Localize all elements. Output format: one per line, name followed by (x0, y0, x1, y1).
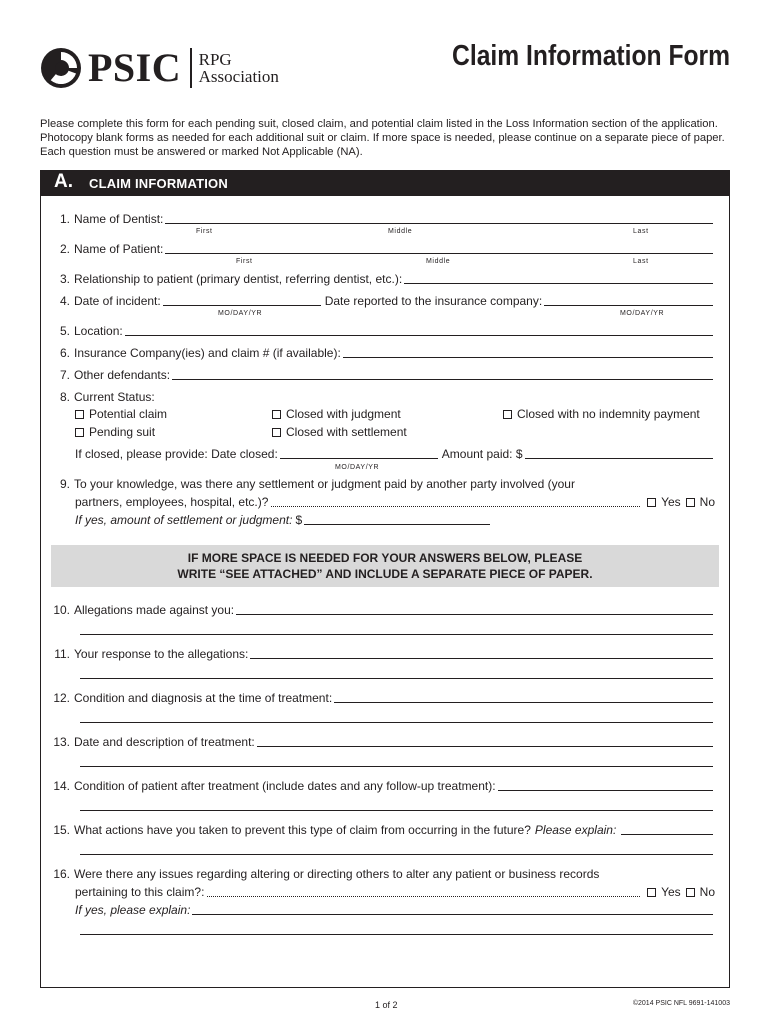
checkbox-icon[interactable] (503, 410, 512, 419)
patient-condition-field-line-2[interactable] (78, 798, 713, 814)
checkbox-icon[interactable] (75, 428, 84, 437)
section-title: CLAIM INFORMATION (89, 176, 228, 191)
treatment-description-field-line-2[interactable] (78, 754, 713, 770)
question-16-if-yes: If yes, please explain: (75, 902, 713, 918)
sublabel-first: First (236, 258, 253, 265)
dentist-name-field[interactable] (165, 212, 713, 224)
question-12: 12. Condition and diagnosis at the time of treatment: (48, 690, 713, 706)
condition-diagnosis-field-line-2[interactable] (78, 710, 713, 726)
question-16: 16. Were there any issues regarding altering or directing others to alter any patient or business records (53, 867, 600, 881)
checkbox-closed-no-indemnity[interactable]: Closed with no indemnity payment (503, 406, 700, 422)
logo-subtitle: RPG Association (198, 50, 279, 86)
sublabel-date: MO/DAY/YR (218, 310, 263, 317)
allegations-field-line-2[interactable] (78, 622, 713, 638)
logo-divider (190, 48, 192, 88)
patient-name-field[interactable] (165, 242, 713, 254)
insurance-company-field[interactable] (343, 346, 713, 358)
question-10: 10. Allegations made against you: (48, 602, 713, 618)
form-code: ©2014 PSIC NFL 9691-141003 (632, 1000, 730, 1007)
response-field[interactable] (250, 647, 713, 659)
question-16-line-2: pertaining to this claim?: Yes No (75, 885, 715, 899)
leader-dots (271, 495, 640, 507)
form-title: Claim Information Form (451, 40, 730, 72)
checkbox-pending-suit[interactable]: Pending suit (75, 424, 155, 440)
prevention-field-line-2[interactable] (78, 842, 713, 858)
question-14: 14. Condition of patient after treatment (include dates and any follow-up treatment): (48, 778, 713, 794)
closed-details-row: If closed, please provide: Date closed: Amount paid: $ (75, 446, 713, 462)
question-13: 13. Date and description of treatment: (48, 734, 713, 750)
checkbox-potential-claim[interactable]: Potential claim (75, 406, 167, 422)
checkbox-icon[interactable] (647, 498, 656, 507)
yes-checkbox[interactable]: Yes (644, 494, 681, 510)
psic-swirl-logo-icon (40, 47, 82, 89)
no-checkbox[interactable]: No (683, 884, 715, 900)
sublabel-last: Last (633, 258, 649, 265)
checkbox-icon[interactable] (686, 888, 695, 897)
checkbox-closed-settlement[interactable]: Closed with settlement (272, 424, 407, 440)
question-9-line-2: partners, employees, hospital, etc.)? Yes No (75, 495, 715, 509)
other-defendants-field[interactable] (172, 368, 713, 380)
intro-paragraph: Please complete this form for each pending suit, closed claim, and potential claim listed in the Loss Information section of the application. Photocopy blank forms as needed for each additional suit or claim. If more space is needed, please continue on a separate piece of paper. Each question must be answered or marked Not Applicable (NA). (40, 118, 725, 158)
checkbox-icon[interactable] (272, 410, 281, 419)
response-field-line-2[interactable] (78, 666, 713, 682)
question-5: 5. Location: (48, 323, 713, 339)
question-9-if-yes: If yes, amount of settlement or judgment: $ (75, 512, 495, 528)
treatment-description-field[interactable] (257, 735, 713, 747)
checkbox-icon[interactable] (647, 888, 656, 897)
sublabel-date: MO/DAY/YR (335, 464, 380, 471)
records-explain-field[interactable] (192, 903, 713, 915)
checkbox-icon[interactable] (686, 498, 695, 507)
logo (40, 46, 279, 90)
checkbox-icon[interactable] (272, 428, 281, 437)
section-letter: A. (54, 171, 73, 192)
sublabel-date: MO/DAY/YR (620, 310, 665, 317)
checkbox-icon[interactable] (75, 410, 84, 419)
question-11: 11. Your response to the allegations: (48, 646, 713, 662)
incident-date-field[interactable] (163, 294, 321, 306)
question-15: 15. What actions have you taken to prevent this type of claim from occurring in the future? Please explain: (48, 822, 713, 838)
relationship-field[interactable] (404, 272, 713, 284)
no-checkbox[interactable]: No (683, 494, 715, 510)
reported-date-field[interactable] (544, 294, 713, 306)
yes-checkbox[interactable]: Yes (644, 884, 681, 900)
allegations-field[interactable] (236, 603, 713, 615)
question-8: 8. Current Status: (59, 390, 155, 404)
prevention-field[interactable] (621, 823, 713, 835)
date-closed-field[interactable] (280, 447, 438, 459)
question-3: 3. Relationship to patient (primary dentist, referring dentist, etc.): (48, 271, 713, 287)
records-explain-field-line-2[interactable] (78, 922, 713, 938)
question-6: 6. Insurance Company(ies) and claim # (if available): (48, 345, 713, 361)
amount-paid-field[interactable] (525, 447, 714, 459)
page-number: 1 of 2 (375, 1000, 398, 1010)
leader-dots (207, 885, 640, 897)
question-9: 9. To your knowledge, was there any settlement or judgment paid by another party involved (your (59, 477, 575, 491)
logo-text: PSIC (88, 45, 182, 90)
sublabel-last: Last (633, 228, 649, 235)
question-4: 4. Date of incident: Date reported to the insurance company: (48, 293, 713, 309)
sublabel-first: First (196, 228, 213, 235)
patient-condition-field[interactable] (498, 779, 713, 791)
condition-diagnosis-field[interactable] (334, 691, 713, 703)
question-7: 7. Other defendants: (48, 367, 713, 383)
location-field[interactable] (125, 324, 713, 336)
sublabel-middle: Middle (388, 228, 413, 235)
question-2: 2. Name of Patient: (48, 241, 713, 257)
question-1: 1. Name of Dentist: (48, 211, 713, 227)
sublabel-middle: Middle (426, 258, 451, 265)
section-header (40, 170, 730, 196)
settlement-amount-field[interactable] (304, 513, 490, 525)
notice-box: IF MORE SPACE IS NEEDED FOR YOUR ANSWERS BELOW, PLEASE WRITE “SEE ATTACHED” AND INCLUDE A SEPARATE PIECE OF PAPER. (51, 545, 719, 587)
checkbox-closed-judgment[interactable]: Closed with judgment (272, 406, 401, 422)
